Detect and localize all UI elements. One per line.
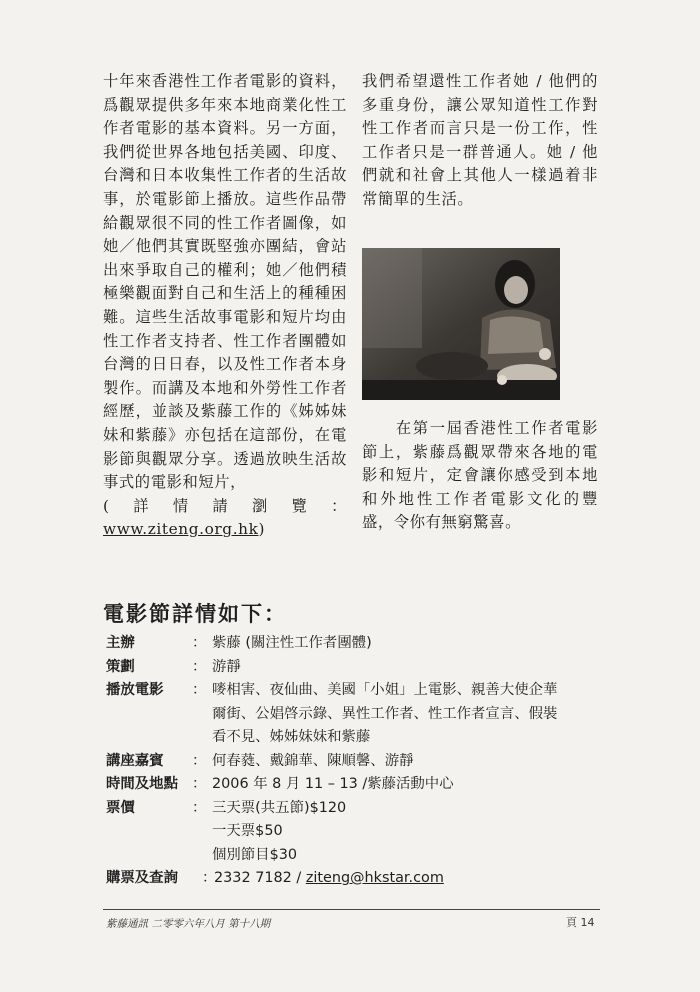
detail-row-tickets: 票價 ： 三天票(共五節)$120 一天票$50 個別節目$30 — [106, 797, 606, 868]
footer-issue-info: 紫藤通訊 二零零六年八月 第十八期 — [106, 918, 271, 930]
detail-value: 個別節目$30 — [212, 846, 298, 863]
footer-divider — [103, 909, 600, 910]
detail-row-films: 播放電影 ： 嘜相害、夜仙曲、美國「小姐」上電影、親善大使企華 爾街、公娼啓示錄、異性工作者、性工作者宣言、假裝 看不見、姊姊妹妹和紫藤 — [106, 679, 606, 750]
left-column — [103, 70, 347, 542]
festival-details — [106, 632, 606, 891]
detail-label: 主辦 — [106, 635, 135, 651]
detail-value: 爾街、公娼啓示錄、異性工作者、性工作者宣言、假裝 — [212, 705, 558, 722]
website-footnote: (詳情請瀏覽：www.ziteng.org.hk) — [103, 496, 347, 539]
contact-email-link[interactable]: ziteng@hkstar.com — [305, 870, 444, 886]
left-paragraph: 十年來香港性工作者電影的資料，爲觀眾提供多年來本地商業化性工作者電影的基本資料。另一方面，我們從世界各地包括美國、印度、台灣和日本收集性工作者的生活故事，於電影節上播放。這些作品帶給觀眾很不同的性工作者圖像，如她／他們其實既堅強亦團結，會站出來爭取自己的權利；她／他們積極樂觀面對自己和生活上的種種困難。這些生活故事電影和短片均由性工作者支持者、性工作者團體如台灣的日日春，以及性工作者本身製作。而講及本地和外勞性工作者經歷，並談及紫藤工作的《姊姊妹妹和紫藤》亦包括在這部份，在電影節與觀眾分享。透過放映生活故事式的電影和短片， — [103, 72, 347, 492]
detail-label: 時間及地點 — [106, 776, 178, 792]
detail-row-curator: 策劃 ： 游靜 — [106, 656, 606, 680]
website-link[interactable]: www.ziteng.org.hk — [103, 520, 259, 539]
detail-value: 嘜相害、夜仙曲、美國「小姐」上電影、親善大使企華 — [212, 682, 558, 698]
detail-value: 2006 年 8 月 11 – 13 /紫藤活動中心 — [212, 776, 454, 792]
detail-row-contact: 購票及查詢 ： 2332 7182 / ziteng@hkstar.com — [106, 867, 606, 891]
woman-photo — [362, 248, 560, 400]
right-column — [362, 70, 598, 212]
detail-label: 票價 — [106, 799, 135, 816]
contact-phone: 2332 7182 / — [214, 870, 306, 886]
detail-label: 購票及查詢 — [106, 870, 178, 886]
photo-image — [362, 248, 560, 400]
details-heading: 電影節詳情如下： — [103, 602, 287, 626]
detail-value: 看不見、姊姊妹妹和紫藤 — [212, 729, 371, 745]
detail-value: 一天票$50 — [212, 823, 283, 839]
detail-value: 何春蕤、戴錦華、陳順馨、游靜 — [212, 752, 414, 769]
photo-caption: 在第一屆香港性工作者電影節上，紫藤爲觀眾帶來各地的電影和短片，定會讓你感受到本地和外地性工作者電影文化的豐盛，令你有無窮驚喜。 — [362, 419, 598, 532]
right-paragraph: 我們希望還性工作者她 / 他們的多重身份，讓公眾知道性工作對性工作者而言只是一份工作，性工作者只是一群普通人。她 / 他們就和社會上其他人一樣過着非常簡單的生活。 — [362, 72, 598, 208]
detail-value: 紫藤 (關注性工作者團體) — [212, 635, 372, 651]
detail-value: 游靜 — [212, 658, 241, 675]
detail-label: 策劃 — [106, 658, 135, 675]
detail-label: 播放電影 — [106, 682, 164, 698]
detail-row-time-venue: 時間及地點 ： 2006 年 8 月 11 – 13 /紫藤活動中心 — [106, 773, 606, 797]
detail-row-speakers: 講座嘉賓 ： 何春蕤、戴錦華、陳順馨、游靜 — [106, 750, 606, 774]
detail-value: 三天票(共五節)$120 — [212, 799, 347, 816]
page-number: 頁 14 — [566, 916, 595, 929]
detail-row-organizer: 主辦 ： 紫藤 (關注性工作者團體) — [106, 632, 606, 656]
detail-label: 講座嘉賓 — [106, 752, 164, 769]
